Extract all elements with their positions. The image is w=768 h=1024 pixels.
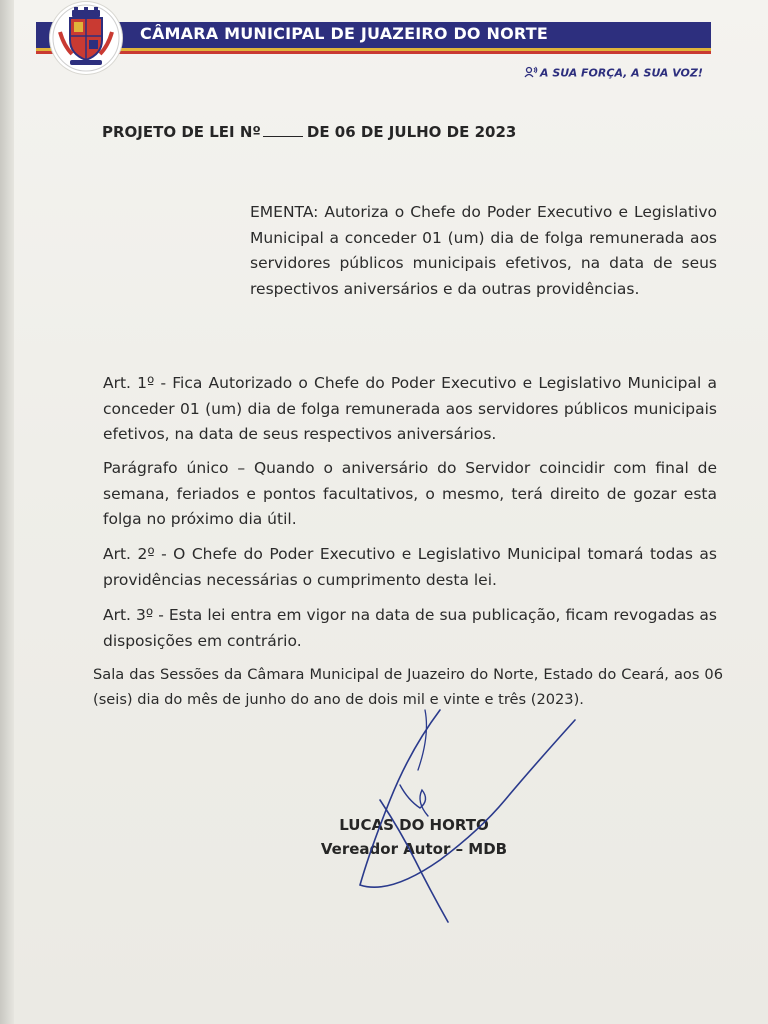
signer-role: Vereador Autor – MDB [320, 840, 508, 858]
article-1: Art. 1º - Fica Autorizado o Chefe do Poder Executivo e Legislativo Municipal a conceder 01 (um) dia de folga remunerada aos servidores públicos municipais efetivos, na data de seus respectivos aniversários. [103, 374, 717, 443]
handwritten-signature [330, 690, 590, 930]
article-3: Art. 3º - Esta lei entra em vigor na data de sua publicação, ficam revogadas as disposições em contrário. [103, 606, 717, 650]
ementa-paragraph: EMENTA: Autoriza o Chefe do Poder Executivo e Legislativo Municipal a conceder 01 (um) dia de folga remunerada aos servidores públicos municipais efetivos, na data de seus respectivos aniversários e da outras providências. [250, 203, 717, 298]
paragrafo-unico: Parágrafo único – Quando o aniversário do Servidor coincidir com final de semana, feriados e pontos facultativos, o mesmo, terá direito de gozar esta folga no próximo dia útil. [103, 459, 717, 528]
title-suffix: DE 06 DE JULHO DE 2023 [306, 123, 517, 141]
header-title: CÂMARA MUNICIPAL DE JUAZEIRO DO NORTE [140, 24, 548, 43]
title-prefix: PROJETO DE LEI Nº [102, 123, 261, 141]
header-red-stripe [36, 51, 711, 54]
number-blank-line [263, 135, 303, 137]
document-title [102, 123, 516, 141]
page-fold-shadow [0, 0, 14, 1024]
article-2: Art. 2º - O Chefe do Poder Executivo e Legislativo Municipal tomará todas as providências necessárias o cumprimento desta lei. [103, 545, 717, 589]
signer-name: LUCAS DO HORTO [339, 816, 489, 834]
person-voice-icon [524, 66, 538, 81]
sala-das-sessoes: Sala das Sessões da Câmara Municipal de Juazeiro do Norte, Estado do Ceará, aos 06 (seis) dia do mês de junho do ano de dois mil e vinte e três (2023). [93, 666, 723, 708]
slogan-text: A SUA FORÇA, A SUA VOZ! [540, 66, 703, 80]
header-slogan [524, 66, 703, 81]
municipal-crest-icon [50, 2, 122, 74]
